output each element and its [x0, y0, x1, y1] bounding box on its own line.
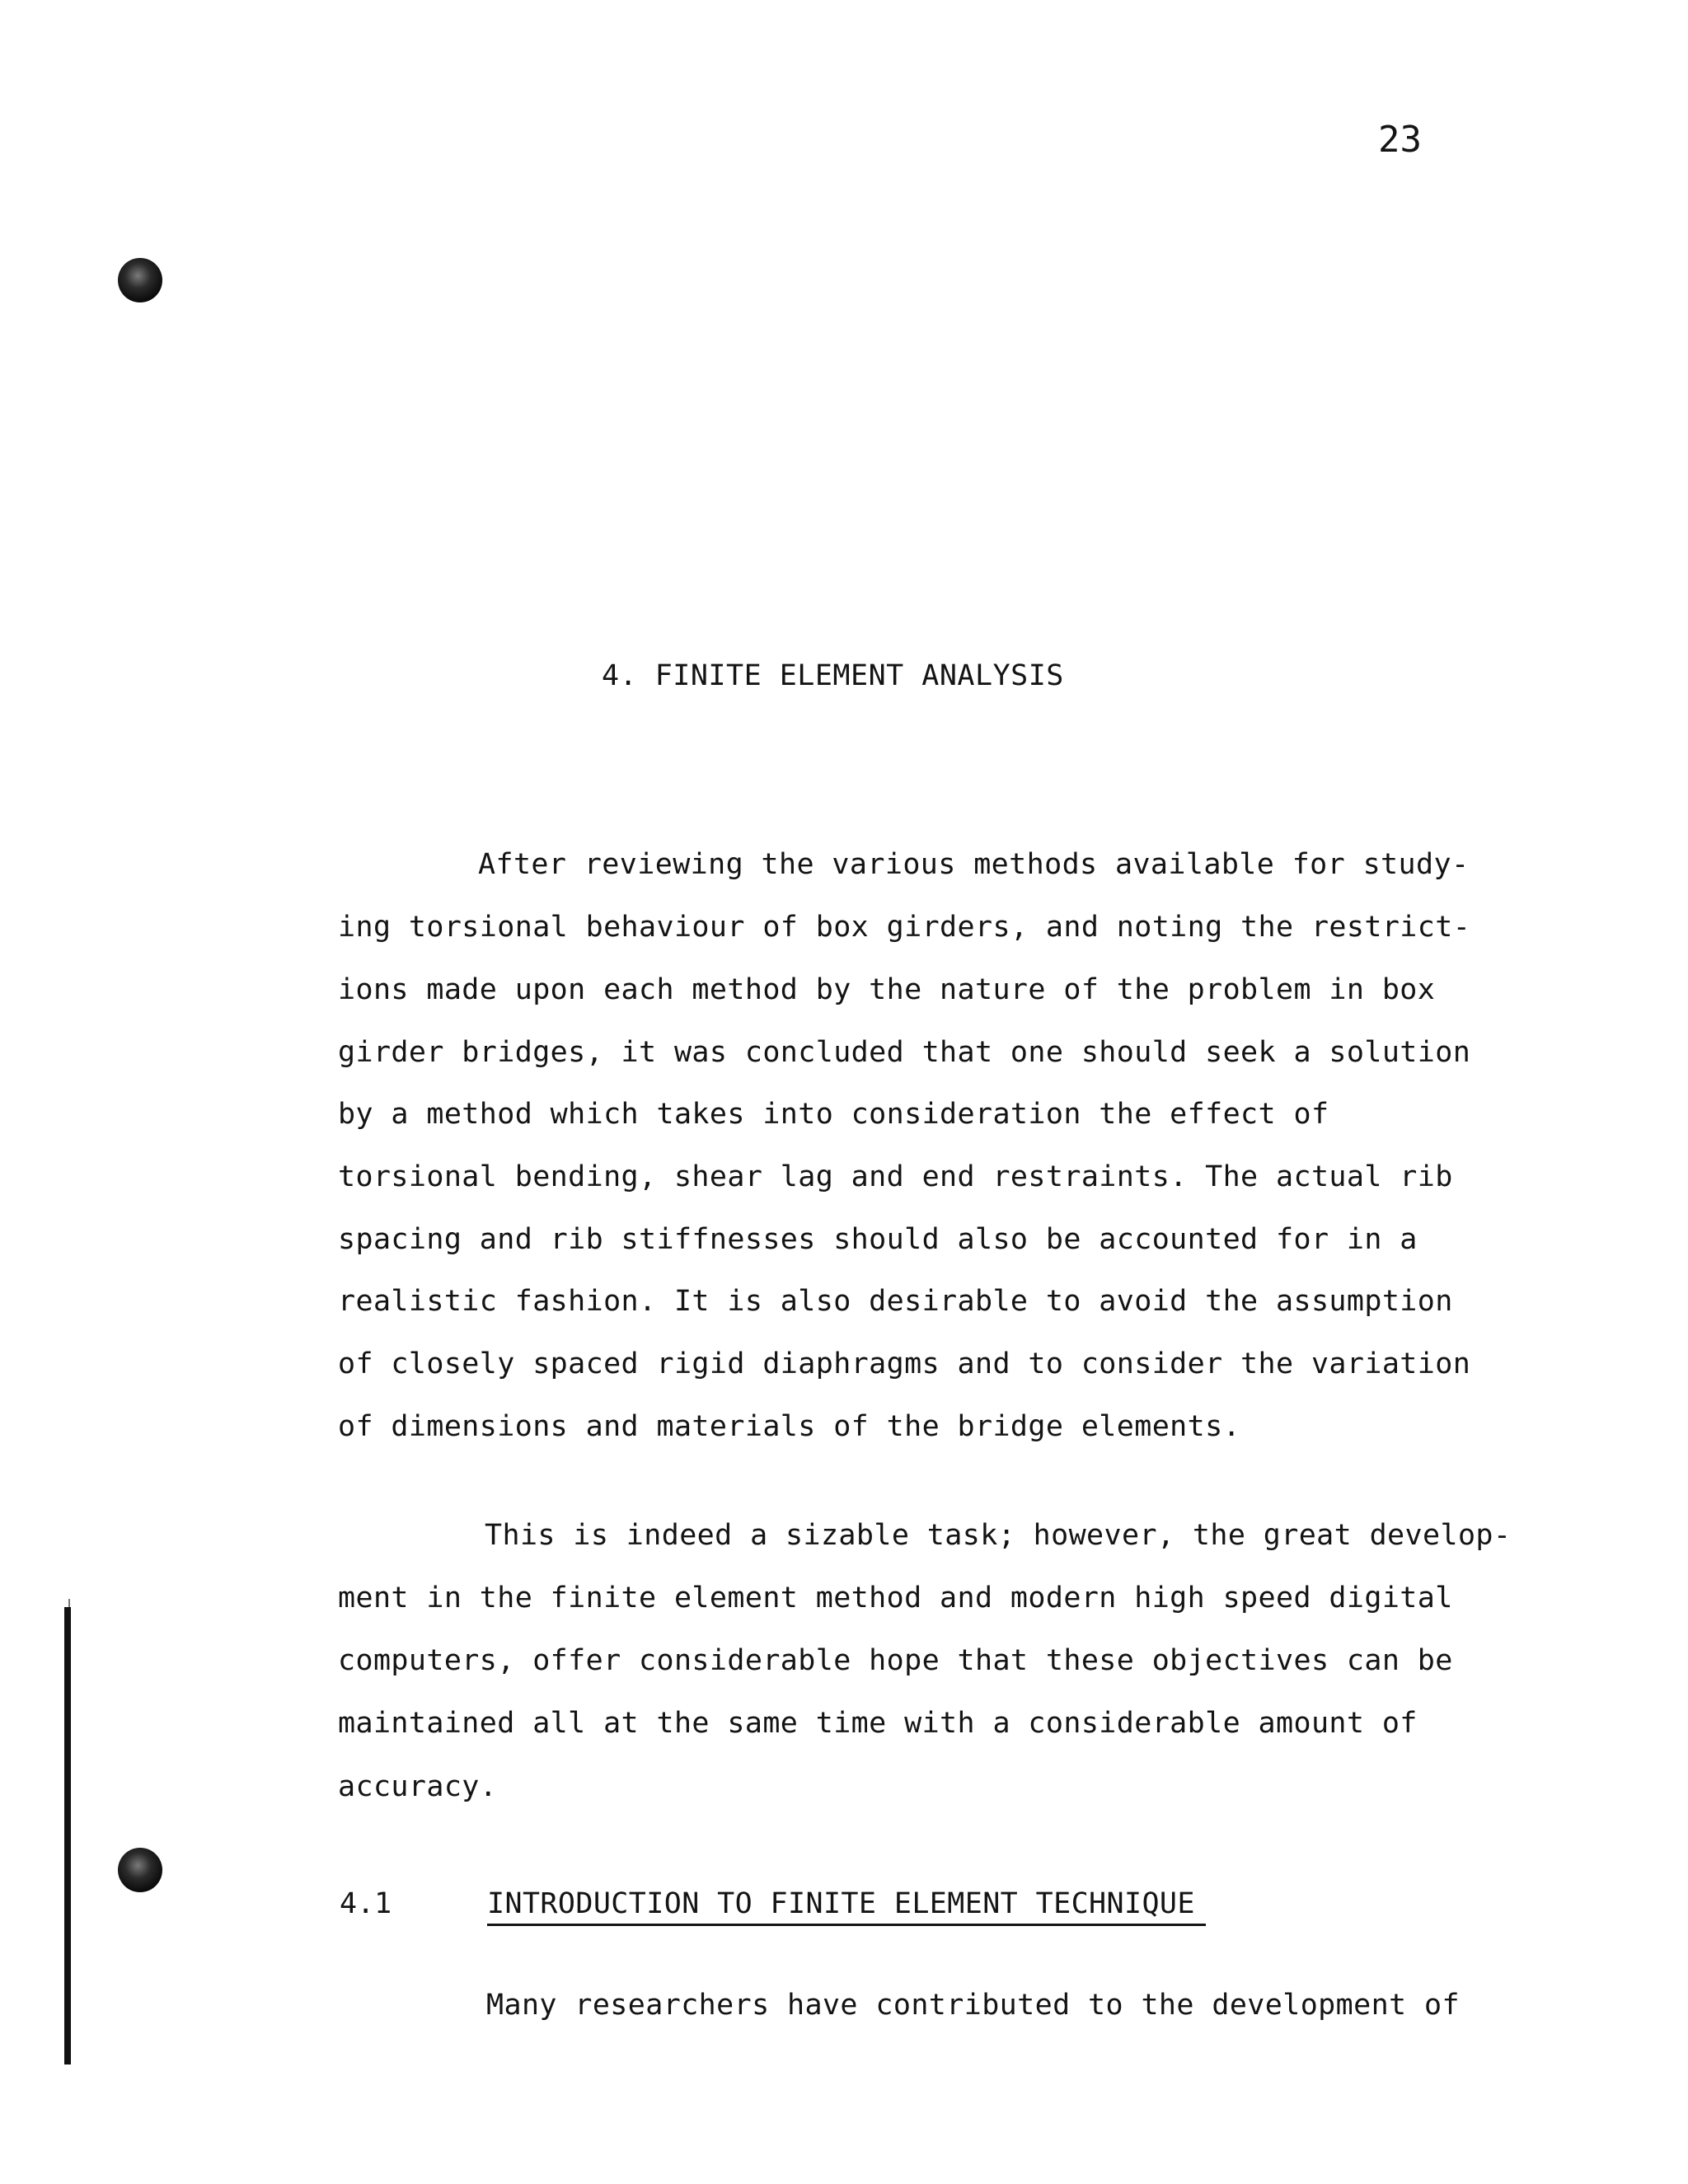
paragraph-line: torsional bending, shear lag and end restraints. The actual rib [338, 1160, 1453, 1193]
paragraph-line: Many researchers have contributed to the development of [486, 1989, 1460, 2022]
margin-bar [64, 1607, 71, 2064]
paragraph-line: realistic fashion. It is also desirable to avoid the assumption [338, 1285, 1453, 1318]
punch-hole-top-icon [118, 258, 162, 302]
section-title-underline [487, 1924, 1206, 1926]
paragraph-line: of dimensions and materials of the bridge elements. [338, 1410, 1241, 1443]
paragraph-line: ing torsional behaviour of box girders, and noting the restrict- [338, 911, 1471, 944]
section-number: 4.1 [340, 1887, 392, 1920]
page-number: 23 [1378, 119, 1422, 161]
paragraph-line: ions made upon each method by the nature of the problem in box [338, 973, 1436, 1006]
paragraph-line: ment in the finite element method and modern high speed digital [338, 1582, 1453, 1615]
paragraph-line: of closely spaced rigid diaphragms and to consider the variation [338, 1347, 1471, 1380]
punch-hole-bottom-icon [118, 1848, 162, 1892]
paragraph-line: After reviewing the various methods available for study- [478, 848, 1470, 881]
section-title: INTRODUCTION TO FINITE ELEMENT TECHNIQUE [487, 1887, 1195, 1920]
chapter-title: 4. FINITE ELEMENT ANALYSIS [602, 659, 1064, 692]
paragraph-line: by a method which takes into consideration the effect of [338, 1098, 1329, 1131]
paragraph-line: maintained all at the same time with a considerable amount of [338, 1707, 1418, 1740]
paragraph-line: computers, offer considerable hope that these objectives can be [338, 1644, 1453, 1677]
paragraph-line: This is indeed a sizable task; however, the great develop- [485, 1519, 1512, 1552]
paragraph-line: accuracy. [338, 1770, 498, 1803]
paragraph-line: spacing and rib stiffnesses should also be accounted for in a [338, 1223, 1418, 1256]
paragraph-line: girder bridges, it was concluded that one should seek a solution [338, 1036, 1471, 1069]
